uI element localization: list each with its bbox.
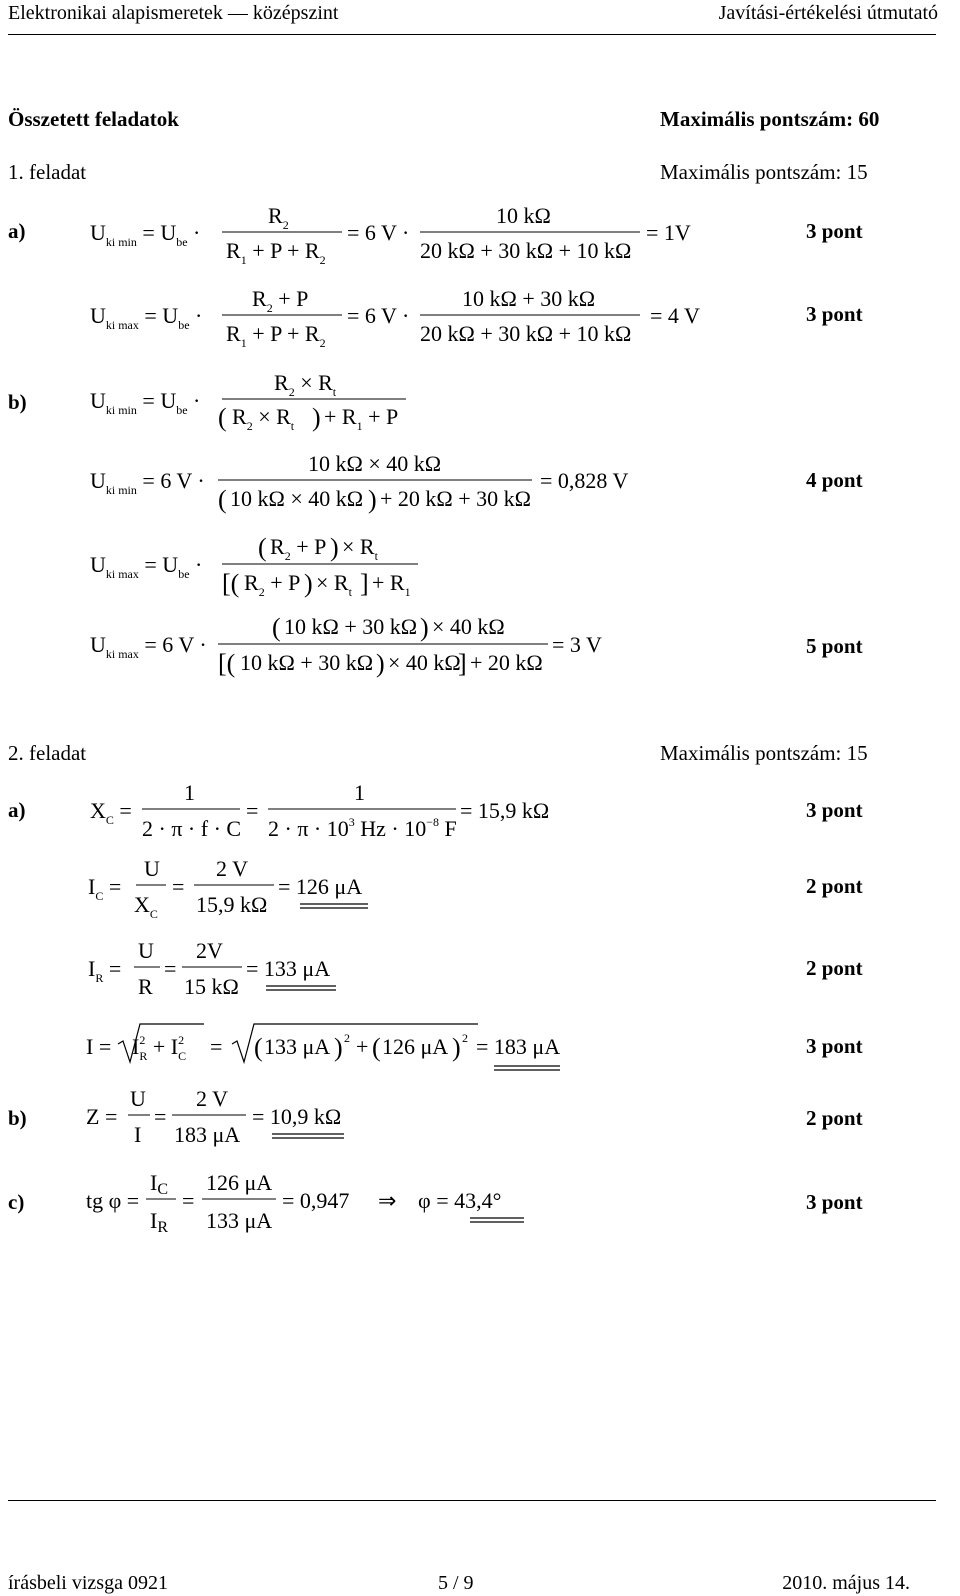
svg-text:2: 2 [462, 1031, 468, 1045]
svg-text:20 kΩ + 30 kΩ + 10 kΩ: 20 kΩ + 30 kΩ + 10 kΩ [420, 238, 632, 263]
footer-date: 2010. május 14. [782, 1572, 910, 1594]
svg-text:=: = [172, 874, 185, 899]
svg-text:10 kΩ + 30 kΩ: 10 kΩ + 30 kΩ [284, 614, 418, 639]
svg-text:10 kΩ + 30 kΩ: 10 kΩ + 30 kΩ [462, 286, 596, 311]
svg-text:R1 + P + R2: $R_1 + P + R_2$ [226, 321, 326, 350]
task2-label-c: c) [8, 1190, 25, 1214]
svg-text:2 V: 2 V [216, 856, 248, 881]
footer-exam-code: írásbeli vizsga 0921 [8, 1572, 168, 1594]
task2-label-b: b) [8, 1106, 27, 1130]
svg-text:IR: IR [150, 1208, 168, 1236]
task2-points-xc: 3 pont [806, 798, 863, 822]
svg-text:=: = [154, 1104, 167, 1129]
footer-page-number: 5 / 9 [438, 1572, 474, 1594]
svg-text:R2 + P: $R_2 + P$ [270, 534, 327, 563]
svg-text:): ) [376, 649, 385, 678]
svg-text:= 6 V ·: = 6 V · [347, 303, 410, 328]
svg-text:=: = [182, 1188, 195, 1213]
svg-text:Z =: Z = [86, 1104, 118, 1129]
svg-text:tg φ =: tg φ = [86, 1188, 140, 1213]
task2-points-ir: 2 pont [806, 956, 863, 980]
task1-title: 1. feladat [8, 160, 87, 184]
svg-text:=: = [246, 798, 259, 823]
svg-text:[(: [( [222, 569, 240, 598]
svg-text:126 μA: 126 μA [206, 1170, 273, 1195]
svg-text:I2R + I2C: $I^2$ $R + I^2$ C [132, 1033, 187, 1063]
svg-text:10 kΩ + 30 kΩ: 10 kΩ + 30 kΩ [240, 650, 374, 675]
eq-ukimax-b-formula [90, 533, 418, 599]
eq-ukimax-a [90, 286, 700, 350]
svg-text:R2 + P: $R_2 + P$ [244, 570, 301, 599]
svg-text:(: ( [254, 1033, 263, 1062]
svg-text:1: 1 [354, 780, 365, 805]
svg-text:Uki min = Ube ·: $U_{ki min} = U_{be}$ · [90, 388, 201, 417]
task2-label-a: a) [8, 798, 26, 822]
svg-text:2 · π · f · C: 2 · π · f · C [142, 816, 242, 841]
svg-text:Uki min = 6 V ·: $U_{ki min} = 6$ V · [90, 468, 205, 497]
eq-phi [86, 1170, 524, 1236]
svg-text:⇒: ⇒ [378, 1188, 397, 1213]
task2-points-i: 3 pont [806, 1034, 863, 1058]
svg-text:]: ] [458, 649, 467, 678]
eq-ic [88, 856, 368, 921]
svg-text:10 kΩ × 40 kΩ: 10 kΩ × 40 kΩ [308, 451, 442, 476]
eq-ukimin-b-formula [90, 370, 406, 433]
section-title: Összetett feladatok [8, 107, 179, 131]
svg-text:+ R1: + $R_1$ [372, 570, 411, 599]
svg-text:= 183 μA: = 183 μA [476, 1034, 561, 1059]
svg-text:R: R [138, 974, 153, 999]
svg-text:10 kΩ × 40 kΩ: 10 kΩ × 40 kΩ [230, 486, 364, 511]
svg-text:XC =: $X_C$ = [90, 798, 132, 827]
section-max-points: Maximális pontszám: 60 [660, 107, 880, 131]
svg-text:Uki max = 6 V ·: $U_{ki max} = 6$ V · [90, 632, 207, 661]
svg-text:R2: $R_2$ [268, 203, 289, 232]
svg-text:10 kΩ: 10 kΩ [496, 203, 551, 228]
eq-ir [88, 938, 336, 999]
eq-i-total [86, 1024, 560, 1070]
svg-text:Uki min = Ube ·: $U_{ki min} = U_{be}$ · [90, 220, 201, 249]
svg-text:R2 × Rt: $R_2 \times R_t$ [274, 370, 337, 399]
svg-text:126 μA: 126 μA [382, 1034, 449, 1059]
svg-text:): ) [368, 485, 377, 514]
task1-points-a1: 3 pont [806, 219, 863, 243]
svg-text:1: 1 [184, 780, 195, 805]
svg-text:I =: I = [86, 1034, 112, 1059]
eq-ukimin-b-numeric [90, 451, 629, 514]
svg-text:20 kΩ + 30 kΩ + 10 kΩ: 20 kΩ + 30 kΩ + 10 kΩ [420, 321, 632, 346]
svg-text:(: ( [372, 1033, 381, 1062]
svg-text:= 1V: = 1V [646, 220, 691, 245]
svg-text:R2 × Rt: $R_2 \times R_t$ [232, 404, 295, 433]
svg-text:183 μA: 183 μA [174, 1122, 241, 1147]
eq-ukimin-a [90, 203, 691, 267]
svg-text:15 kΩ: 15 kΩ [184, 974, 239, 999]
svg-text:= 3 V: = 3 V [552, 632, 602, 657]
svg-text:Uki max = Ube ·: $U_{ki max} = U_{be}$ · [90, 552, 203, 581]
svg-text:R2 + P: $R_2 + P$ [252, 286, 309, 315]
svg-text:= 15,9 kΩ: = 15,9 kΩ [460, 798, 550, 823]
svg-text:(: ( [258, 533, 267, 562]
header-doc-type: Javítási-értékelési útmutató [718, 2, 938, 24]
footer-rule [8, 1500, 936, 1501]
eq-xc [90, 780, 549, 841]
svg-text:XC: $X_C$ [134, 892, 158, 921]
svg-text:× 40 kΩ: × 40 kΩ [432, 614, 505, 639]
svg-text:Uki max = Ube ·: $U_{ki max} = U_{be}$ · [90, 303, 203, 332]
svg-text:2 V: 2 V [196, 1086, 228, 1111]
task1-label-a: a) [8, 219, 26, 243]
svg-text:2: 2 [344, 1031, 350, 1045]
svg-text:+ R1 + P: + $R_1 + P$ [324, 404, 399, 433]
svg-text:133 μA: 133 μA [264, 1034, 331, 1059]
svg-text:2V: 2V [196, 938, 223, 963]
svg-text:U: U [144, 856, 160, 881]
task1-label-b: b) [8, 390, 27, 414]
svg-text:): ) [312, 403, 321, 432]
task2-points-z: 2 pont [806, 1106, 863, 1130]
svg-text:+ 20 kΩ: + 20 kΩ [470, 650, 543, 675]
task2-title: 2. feladat [8, 741, 87, 765]
task2-points-ic: 2 pont [806, 874, 863, 898]
svg-text:U: U [138, 938, 154, 963]
svg-text:[(: [( [218, 649, 236, 678]
svg-text:× Rt: × $R_t$ [342, 534, 378, 563]
svg-text:= 0,947: = 0,947 [282, 1188, 350, 1213]
svg-text:133 μA: 133 μA [206, 1208, 273, 1233]
task1-max-points: Maximális pontszám: 15 [660, 160, 868, 184]
svg-text:R1 + P + R2: $R_1 + P + R_2$ [226, 238, 326, 267]
svg-text:]: ] [360, 569, 369, 598]
task2-max-points: Maximális pontszám: 15 [660, 741, 868, 765]
svg-text:+ 20 kΩ + 30 kΩ: + 20 kΩ + 30 kΩ [380, 486, 532, 511]
svg-text:+: + [356, 1034, 369, 1059]
task1-points-b1: 4 pont [806, 468, 863, 492]
svg-text:IC =: $I_C$ = [88, 874, 122, 903]
svg-text:(: ( [272, 613, 281, 642]
svg-text:= 133 μA: = 133 μA [246, 956, 331, 981]
svg-text:(: ( [218, 485, 227, 514]
svg-text:(: ( [218, 403, 227, 432]
svg-text:= 0,828 V: = 0,828 V [540, 468, 629, 493]
svg-text:2 · π · 103 Hz · 10−8 F: $2 \cdot \pi \cdot 10^3$ $Hz \cdot 10^{-8}$ F [268, 815, 457, 841]
task2-points-phi: 3 pont [806, 1190, 863, 1214]
svg-text:=: = [210, 1034, 223, 1059]
svg-text:): ) [334, 1033, 343, 1062]
svg-text:): ) [420, 613, 429, 642]
svg-text:= 4 V: = 4 V [650, 303, 700, 328]
svg-text:φ = 43,4°: φ = 43,4° [418, 1188, 502, 1213]
svg-text:=: = [164, 956, 177, 981]
svg-text:IC: IC [150, 1170, 168, 1198]
svg-text:= 10,9 kΩ: = 10,9 kΩ [252, 1104, 342, 1129]
svg-text:IR =: $I_R$ = [88, 956, 122, 985]
svg-text:): ) [330, 533, 339, 562]
svg-text:× Rt: × $R_t$ [316, 570, 352, 599]
eq-z [86, 1086, 344, 1147]
task1-points-a2: 3 pont [806, 302, 863, 326]
svg-text:= 6 V ·: = 6 V · [347, 220, 410, 245]
svg-text:): ) [304, 569, 313, 598]
svg-text:= 126 μA: = 126 μA [278, 874, 363, 899]
task1-points-b2: 5 pont [806, 634, 863, 658]
header-doc-title: Elektronikai alapismeretek — középszint [8, 2, 339, 24]
svg-text:U: U [130, 1086, 146, 1111]
eq-ukimax-b-numeric [90, 613, 602, 678]
svg-text:I: I [134, 1122, 142, 1147]
svg-text:): ) [452, 1033, 461, 1062]
svg-text:× 40 kΩ: × 40 kΩ [388, 650, 461, 675]
svg-text:15,9 kΩ: 15,9 kΩ [196, 892, 268, 917]
